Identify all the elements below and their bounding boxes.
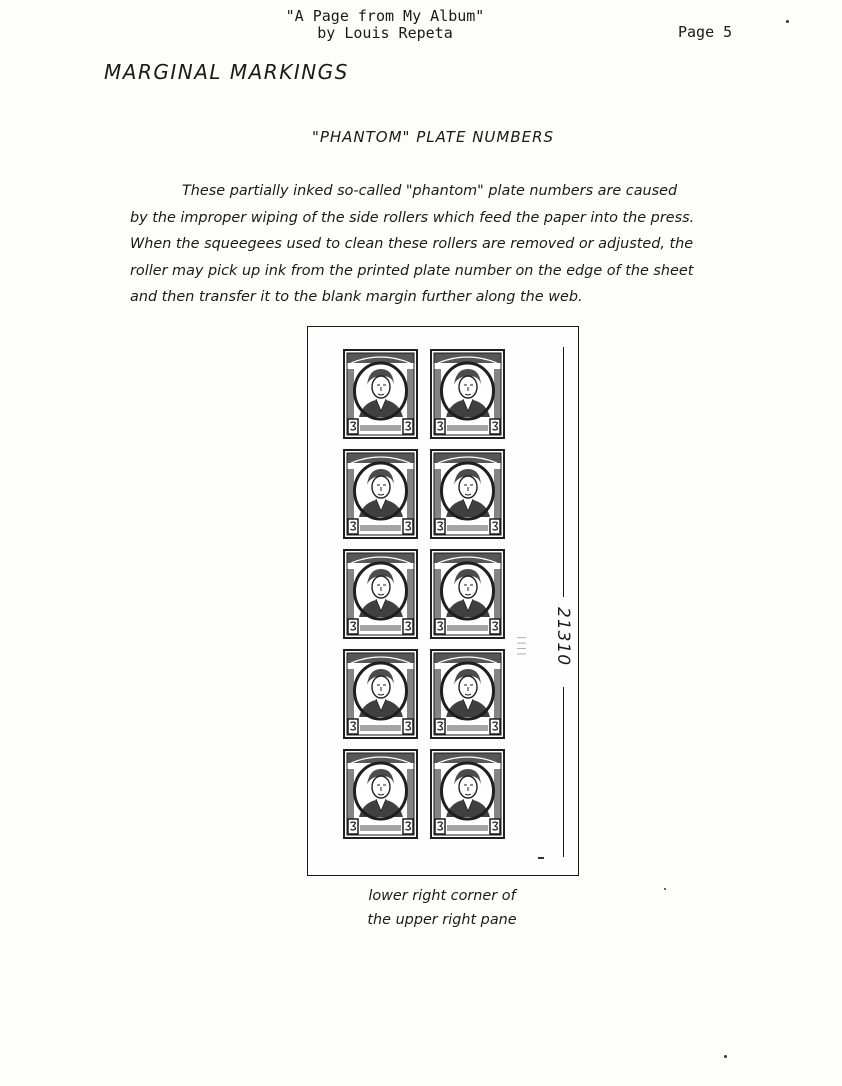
washington-stamp bbox=[430, 449, 505, 539]
corner-mark bbox=[538, 857, 544, 859]
body-paragraph bbox=[130, 178, 770, 311]
margin-gutter-line-bottom bbox=[563, 687, 564, 857]
section-heading: MARGINAL MARKINGS bbox=[104, 60, 349, 84]
washington-stamp bbox=[343, 549, 418, 639]
page-number: Page 5 bbox=[678, 23, 733, 41]
washington-stamp bbox=[343, 649, 418, 739]
washington-stamp bbox=[343, 749, 418, 839]
washington-stamp bbox=[430, 349, 505, 439]
paragraph-line: When the squeegees used to clean these rollers are removed or adjusted, the bbox=[130, 236, 694, 252]
paper-speck bbox=[724, 1055, 727, 1058]
caption-line-1: lower right corner of bbox=[368, 888, 516, 904]
header-title-line-2: by Louis Repeta bbox=[317, 24, 453, 42]
plate-number: 21310 bbox=[553, 607, 573, 667]
paper-speck bbox=[664, 888, 666, 890]
header-title-line-1: "A Page from My Album" bbox=[285, 7, 485, 25]
washington-stamp bbox=[430, 749, 505, 839]
washington-stamp bbox=[343, 349, 418, 439]
paragraph-line: roller may pick up ink from the printed plate number on the edge of the sheet bbox=[130, 262, 694, 279]
washington-stamp bbox=[430, 649, 505, 739]
washington-stamp bbox=[343, 449, 418, 539]
paragraph-line: by the improper wiping of the side rollers which feed the paper into the press. bbox=[130, 209, 695, 226]
paragraph-line: and then transfer it to the blank margin further along the web. bbox=[130, 289, 583, 305]
sub-heading: "PHANTOM" PLATE NUMBERS bbox=[311, 128, 555, 146]
figure-caption bbox=[0, 884, 842, 932]
document-header bbox=[0, 8, 770, 42]
washington-stamp bbox=[430, 549, 505, 639]
paper-speck bbox=[786, 20, 789, 23]
caption-line-2: the upper right pane bbox=[367, 912, 517, 928]
paragraph-line: These partially inked so-called "phantom" plate numbers are caused bbox=[182, 183, 678, 199]
stamp-plate-block-figure bbox=[307, 326, 579, 876]
margin-gutter-line-top bbox=[563, 347, 564, 597]
phantom-plate-number-mark: |||| bbox=[516, 635, 526, 657]
